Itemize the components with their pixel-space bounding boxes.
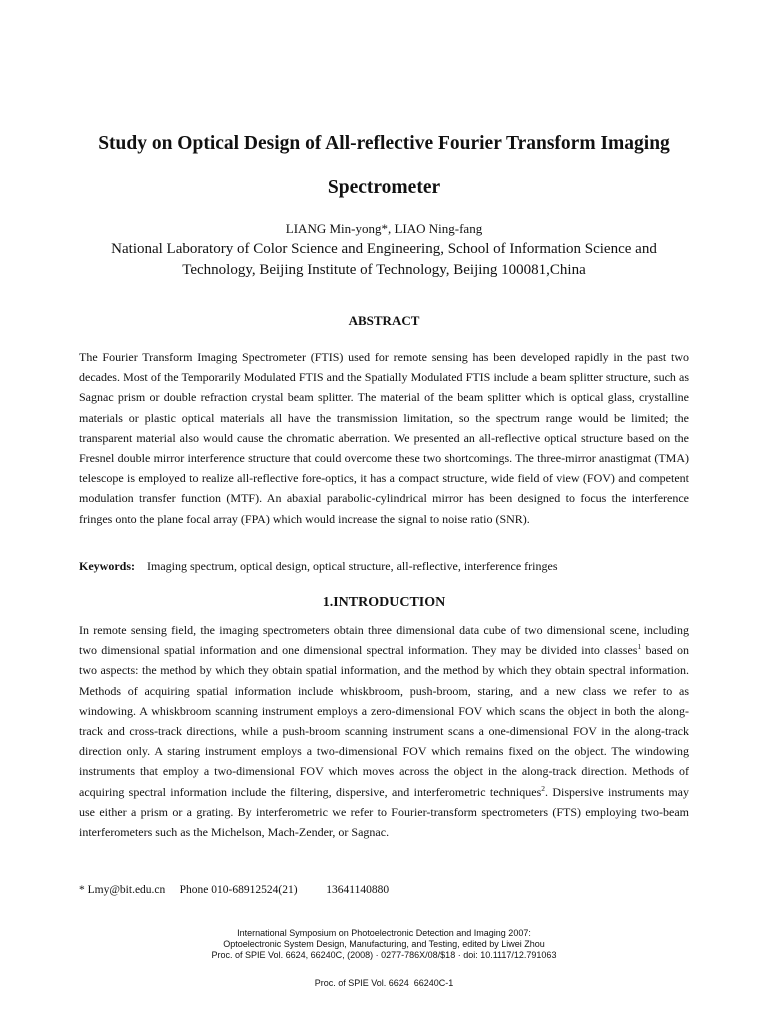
- reference-2-marker: 2: [541, 783, 545, 793]
- proceedings-line-1: International Symposium on Photoelectronic Detection and Imaging 2007:: [237, 928, 531, 938]
- proceedings-line-2: Optoelectronic System Design, Manufacturing, and Testing, edited by Liwei Zhou: [223, 939, 545, 949]
- introduction-text: [79, 620, 689, 842]
- reference-1-marker: 1: [637, 642, 642, 652]
- intro-text-part-1: In remote sensing field, the imaging spectrometers obtain three dimensional data cube of two dimensional scene, including two dimensional spatial information and one dimensional spectral information. They may be divided into classes: [79, 623, 689, 658]
- keywords-label: Keywords:: [79, 559, 135, 573]
- abstract-text: The Fourier Transform Imaging Spectrometer (FTIS) used for remote sensing has been developed rapidly in the past two decades. Most of the Temporarily Modulated FTIS and the Spatially Modulated FTIS include a beam splitter structure, such as Sagnac prism or double refraction crystal beam splitter. The material of the beam splitter which is optical glass, crystalline materials or plastic optical materials all have the transmission limitation, so the spectrum range would be limited; the transparent material also would cause the chromatic aberration. We presented an all-reflective optical structure based on the Fresnel double mirror interference structure that could overcome these two shortcomings. The three-mirror anastigmat (TMA) telescope is employed to realize all-reflective fore-optics, it has a compact structure, wide field of view (FOV) and competent modulation transfer function (MTF). An abaxial parabolic-cylindrical mirror has been designed to focus the interference fringes onto the plane focal array (FPA) which would increase the signal to noise ratio (SNR).: [79, 350, 689, 526]
- proceedings-line-3: Proc. of SPIE Vol. 6624, 66240C, (2008) · 0277-786X/08/$18 · doi: 10.1117/12.791063: [211, 950, 557, 960]
- affiliation: National Laboratory of Color Science and Engineering, School of Information Science and Technology, Beijing Institute of Technology, Beijing 100081,China: [111, 241, 657, 278]
- paper-title: Study on Optical Design of All-reflective Fourier Transform Imaging Spectrometer: [98, 133, 670, 198]
- author-contact-footnote: * Lmy@bit.edu.cn Phone 010-68912524(21) 13641140880: [79, 884, 390, 896]
- author-list: LIANG Min-yong*, LIAO Ning-fang: [285, 221, 483, 236]
- keywords-list: Imaging spectrum, optical design, optical structure, all-reflective, interference fringes: [147, 559, 558, 573]
- keywords-line: [79, 557, 689, 575]
- intro-text-part-3: . Dispersive instruments may use either a prism or a grating. By interferometric we refer to Fourier-transform spectrometers (FTS) employing two-beam interferometers such as the Michelson, Mach-Zender, or Sagnac.: [79, 784, 689, 840]
- abstract-heading: ABSTRACT: [348, 313, 420, 328]
- proceedings-info: [100, 928, 668, 961]
- page-footer-label: Proc. of SPIE Vol. 6624 66240C-1: [314, 978, 454, 988]
- section-heading-introduction: 1.INTRODUCTION: [322, 595, 446, 610]
- intro-text-part-2: based on two aspects: the method by which they obtain spatial information, and the method by which they obtain spectral information. Methods of acquiring spatial information include whiskbroom, push-broom, staring, and a new class we refer to as windowing. A whiskbroom scanning instrument employs a zero-dimensional FOV which scans the object in both the along-track and cross-track directions, while a push-broom scanning instrument scans a one-dimensional FOV in the along-track direction only. A staring instrument employs a two-dimensional FOV which remains fixed on the object. The windowing instruments that employ a two-dimensional FOV which moves across the object in the along-track direction. Methods of acquiring spectral information include the filtering, dispersive, and interferometric techniques: [79, 643, 689, 799]
